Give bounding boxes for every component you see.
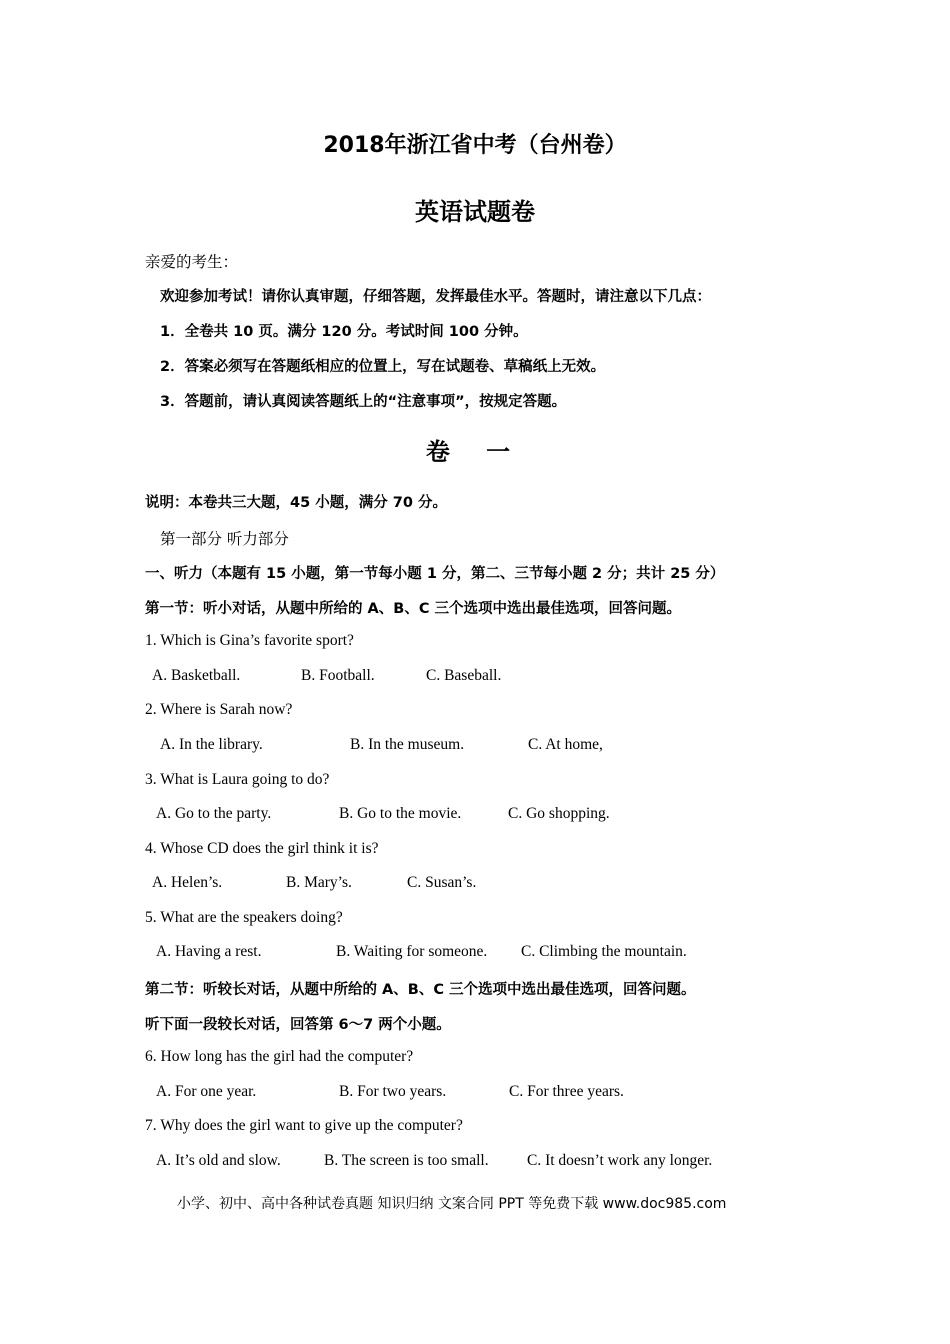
section-2-instructions: 第二节：听较长对话，从题中所给的 A、B、C 三个选项中选出最佳选项，回答问题。 <box>145 982 696 998</box>
q5-option-a: A. Having a rest. <box>156 943 262 960</box>
q3-option-b: B. Go to the movie. <box>339 805 462 822</box>
section-header: 一、听力（本题有 15 小题，第一节每小题 1 分，第二、三节每小题 2 分；共计 25 分） <box>145 566 725 582</box>
q4-option-c: C. Susan’s. <box>407 874 477 891</box>
q7-option-c: C. It doesn’t work any longer. <box>527 1152 713 1169</box>
q3-option-a: A. Go to the party. <box>156 805 272 822</box>
q1-option-c: C. Baseball. <box>426 667 502 684</box>
note-3: 3．答题前，请认真阅读答题纸上的“注意事项”，按规定答题。 <box>160 394 567 410</box>
q5-option-c: C. Climbing the mountain. <box>521 943 687 960</box>
question-6: 6. How long has the girl had the computer? <box>145 1048 414 1065</box>
note-2: 2．答案必须写在答题纸相应的位置上，写在试题卷、草稿纸上无效。 <box>160 359 606 375</box>
q6-option-b: B. For two years. <box>339 1083 447 1100</box>
q3-option-c: C. Go shopping. <box>508 805 610 822</box>
volume-description: 说明：本卷共三大题，45 小题，满分 70 分。 <box>145 495 447 511</box>
question-3: 3. What is Laura going to do? <box>145 771 330 788</box>
question-2: 2. Where is Sarah now? <box>145 701 293 718</box>
footer-text: 小学、初中、高中各种试卷真题 知识归纳 文案合同 PPT 等免费下载 www.doc985.com <box>177 1196 727 1212</box>
page-subtitle: 英语试题卷 <box>415 198 535 226</box>
q2-option-c: C. At home, <box>528 736 603 753</box>
question-1: 1. Which is Gina’s favorite sport? <box>145 632 354 649</box>
section-2-sub-instructions: 听下面一段较长对话，回答第 6～7 两个小题。 <box>145 1017 451 1033</box>
q5-option-b: B. Waiting for someone. <box>336 943 488 960</box>
q2-option-b: B. In the museum. <box>350 736 465 753</box>
q1-option-b: B. Football. <box>301 667 375 684</box>
question-4: 4. Whose CD does the girl think it is? <box>145 840 379 857</box>
q7-option-a: A. It’s old and slow. <box>156 1152 281 1169</box>
q4-option-a: A. Helen’s. <box>152 874 223 891</box>
q2-option-a: A. In the library. <box>160 736 263 753</box>
question-7: 7. Why does the girl want to give up the computer? <box>145 1117 463 1134</box>
q6-option-c: C. For three years. <box>509 1083 624 1100</box>
q1-option-a: A. Basketball. <box>152 667 241 684</box>
greeting: 亲爱的考生： <box>145 253 239 271</box>
note-1: 1．全卷共 10 页。满分 120 分。考试时间 100 分钟。 <box>160 324 528 340</box>
q6-option-a: A. For one year. <box>156 1083 257 1100</box>
part-title: 第一部分 听力部分 <box>160 530 289 548</box>
volume-title: 卷 一 <box>425 438 525 466</box>
q4-option-b: B. Mary’s. <box>286 874 352 891</box>
question-5: 5. What are the speakers doing? <box>145 909 343 926</box>
q7-option-b: B. The screen is too small. <box>324 1152 489 1169</box>
welcome-text: 欢迎参加考试！请你认真审题，仔细答题，发挥最佳水平。答题时，请注意以下几点： <box>160 289 711 305</box>
section-1-instructions: 第一节：听小对话，从题中所给的 A、B、C 三个选项中选出最佳选项，回答问题。 <box>145 601 682 617</box>
page-title: 2018年浙江省中考（台州卷） <box>323 133 627 158</box>
